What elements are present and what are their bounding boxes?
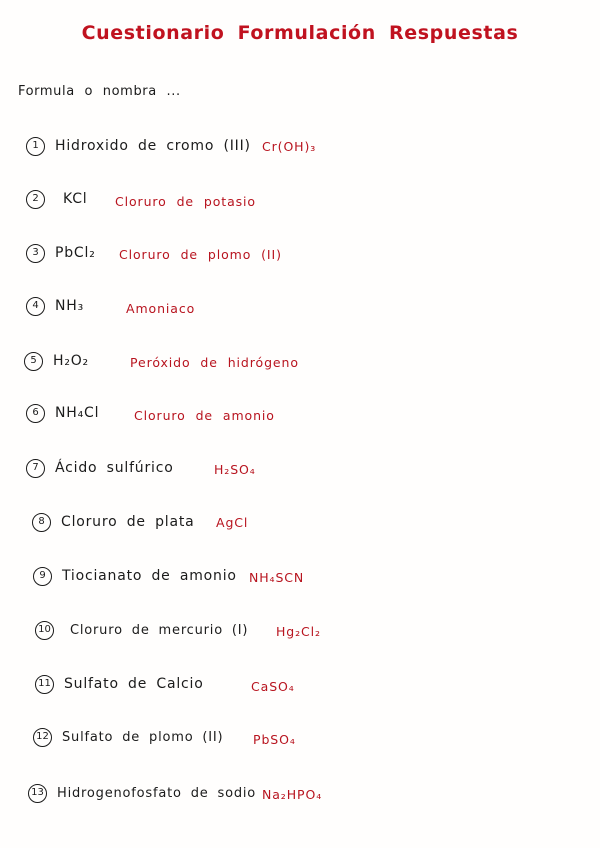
answer-text: PbSO₄ [253, 732, 296, 747]
question-item [26, 131, 251, 161]
answer-text: Cr(OH)₃ [262, 139, 317, 154]
question-item [26, 184, 87, 214]
question-text: NH₄Cl [55, 405, 100, 421]
number-badge: 2 [26, 190, 45, 209]
answer-text: Cloruro de amonio [134, 408, 275, 423]
answer-text: Peróxido de hidrógeno [130, 355, 299, 370]
number-badge: 7 [26, 459, 45, 478]
question-item [35, 615, 248, 645]
question-text: Sulfato de plomo (II) [62, 729, 224, 745]
question-text: Cloruro de plata [61, 514, 195, 530]
question-item [33, 561, 237, 591]
answer-text: NH₄SCN [249, 570, 305, 585]
question-item [26, 291, 84, 321]
number-badge: 3 [26, 244, 45, 263]
question-item [24, 346, 89, 376]
number-badge: 8 [32, 513, 51, 532]
answer-text: Cloruro de plomo (II) [119, 247, 282, 262]
number-badge: 1 [26, 137, 45, 156]
question-text: Tiocianato de amonio [62, 568, 237, 584]
answer-text: AgCl [216, 515, 249, 530]
number-badge: 5 [24, 352, 43, 371]
answer-text: Cloruro de potasio [115, 194, 256, 209]
question-item [26, 453, 174, 483]
question-text: PbCl₂ [55, 245, 96, 261]
number-badge: 12 [33, 728, 52, 747]
question-item [33, 722, 223, 752]
answer-text: H₂SO₄ [214, 462, 256, 477]
question-text: KCl [63, 191, 88, 207]
number-badge: 11 [35, 675, 54, 694]
question-text: Sulfato de Calcio [64, 676, 204, 692]
number-badge: 10 [35, 621, 54, 640]
question-item [32, 507, 195, 537]
number-badge: 6 [26, 404, 45, 423]
question-text: NH₃ [55, 298, 85, 314]
number-badge: 4 [26, 297, 45, 316]
answer-text: Na₂HPO₄ [262, 787, 323, 802]
answer-text: Amoniaco [126, 301, 196, 316]
question-text: H₂O₂ [53, 353, 89, 369]
answer-text: CaSO₄ [251, 679, 295, 694]
number-badge: 13 [28, 784, 47, 803]
question-item [26, 398, 99, 428]
number-badge: 9 [33, 567, 52, 586]
question-text: Ácido sulfúrico [55, 460, 174, 476]
question-item [35, 669, 204, 699]
page-title: Cuestionario Formulación Respuestas [81, 22, 519, 44]
question-item [26, 238, 96, 268]
question-item [28, 778, 256, 808]
question-text: Hidroxido de cromo (III) [55, 138, 251, 154]
instructions: Formula o nombra ... [18, 84, 181, 99]
question-text: Hidrogenofosfato de sodio [57, 785, 257, 801]
question-text: Cloruro de mercurio (I) [70, 622, 249, 638]
answer-text: Hg₂Cl₂ [276, 624, 321, 639]
